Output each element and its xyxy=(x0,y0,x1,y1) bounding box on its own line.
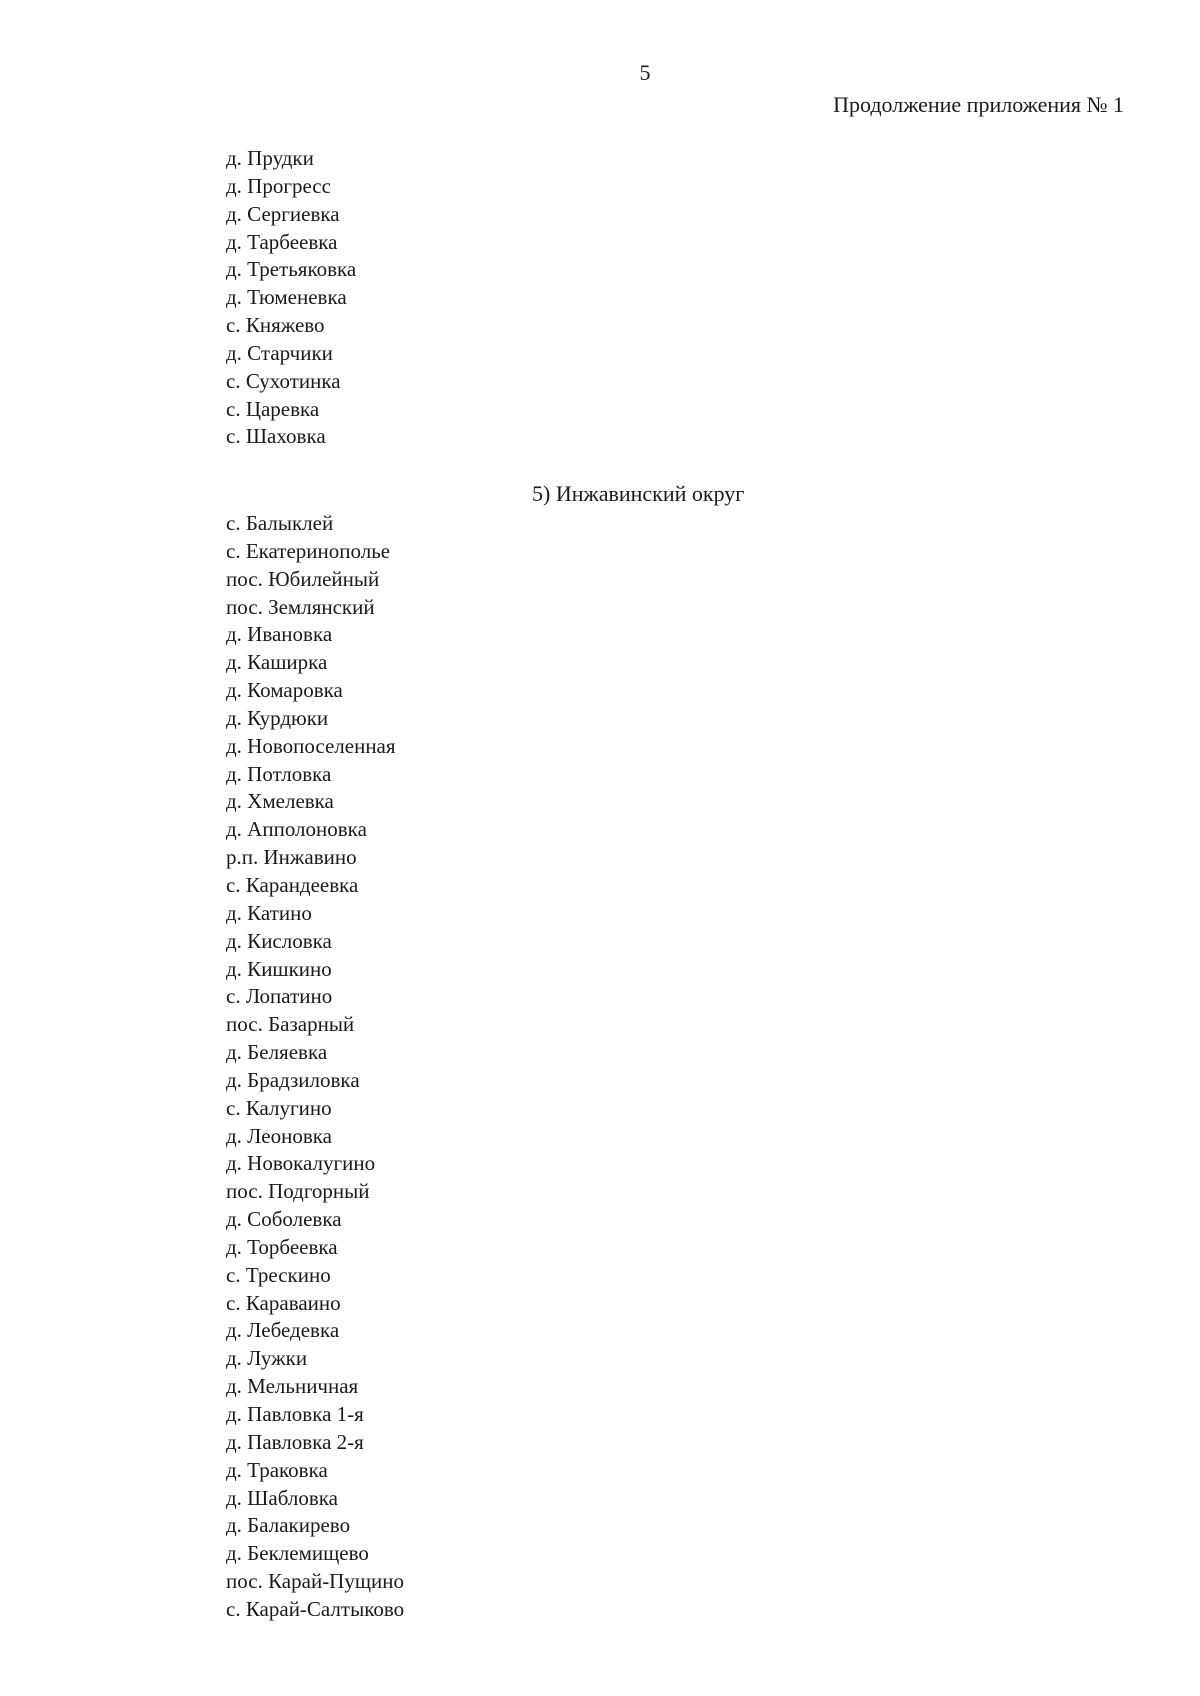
settlement-item: д. Прудки xyxy=(226,146,314,170)
settlement-item: д. Сергиевка xyxy=(226,201,340,226)
settlement-item: д. Брадзиловка xyxy=(226,1067,360,1092)
settlement-item: пос. Базарный xyxy=(226,1012,355,1037)
settlement-item: с. Екатеринополье xyxy=(226,538,391,563)
appendix-note: Продолжение приложения № 1 xyxy=(833,92,1124,117)
settlement-item: д. Тарбеевка xyxy=(226,229,338,254)
settlement-item: с. Калугино xyxy=(226,1095,332,1120)
settlement-item: д. Кисловка xyxy=(226,928,332,953)
settlement-list-inzhavinsky xyxy=(226,510,404,1624)
settlement-item: д. Тюменевка xyxy=(226,285,347,310)
settlement-item: д. Катино xyxy=(226,900,312,925)
settlement-item: с. Княжево xyxy=(226,313,325,338)
settlement-item: д. Прогресс xyxy=(226,173,331,198)
settlement-item: д. Лебедевка xyxy=(226,1318,340,1343)
settlement-item: с. Сухотинка xyxy=(226,368,341,393)
settlement-item: д. Старчики xyxy=(226,340,333,365)
settlement-item: д. Каширка xyxy=(226,650,328,675)
settlement-item: с. Карандеевка xyxy=(226,872,359,897)
settlement-item: д. Павловка 1-я xyxy=(226,1402,364,1426)
settlement-item: пос. Юбилейный xyxy=(226,566,380,591)
settlement-item: д. Новокалугино xyxy=(226,1151,376,1176)
settlement-item: д. Комаровка xyxy=(226,678,343,703)
settlement-item: д. Третьяковка xyxy=(226,257,357,282)
settlement-item: с. Шаховка xyxy=(226,424,326,449)
settlement-item: с. Трескино xyxy=(226,1262,331,1287)
settlement-item: д. Беклемищево xyxy=(226,1541,369,1566)
settlement-item: пос. Землянский xyxy=(226,594,375,619)
settlement-list-top xyxy=(226,145,356,451)
section-heading: 5) Инжавинский округ xyxy=(532,481,745,506)
settlement-item: р.п. Инжавино xyxy=(226,845,357,870)
settlement-item: с. Царевка xyxy=(226,396,320,421)
settlement-item: д. Беляевка xyxy=(226,1040,328,1065)
settlement-item: пос. Карай-Пущино xyxy=(226,1569,404,1594)
settlement-item: д. Лужки xyxy=(226,1346,308,1371)
settlement-item: пос. Подгорный xyxy=(226,1179,370,1204)
settlement-item: д. Шабловка xyxy=(226,1485,338,1510)
settlement-item: д. Ивановка xyxy=(226,622,333,647)
settlement-item: с. Карай-Салтыково xyxy=(226,1596,405,1621)
settlement-item: д. Торбеевка xyxy=(226,1234,338,1259)
settlement-item: д. Соболевка xyxy=(226,1207,342,1232)
settlement-item: д. Апполоновка xyxy=(226,817,367,842)
settlement-item: д. Балакирево xyxy=(226,1513,351,1538)
settlement-item: д. Кишкино xyxy=(226,956,332,981)
settlement-item: д. Новопоселенная xyxy=(226,733,396,758)
settlement-item: д. Траковка xyxy=(226,1457,328,1482)
settlement-item: д. Мельничная xyxy=(226,1374,359,1399)
settlement-item: д. Леоновка xyxy=(226,1123,332,1148)
settlement-item: с. Караваино xyxy=(226,1290,341,1315)
settlement-item: с. Балыклей xyxy=(226,511,334,535)
settlement-item: д. Хмелевка xyxy=(226,789,334,814)
settlement-item: с. Лопатино xyxy=(226,984,333,1009)
settlement-item: д. Курдюки xyxy=(226,705,329,730)
settlement-item: д. Потловка xyxy=(226,761,332,786)
settlement-item: д. Павловка 2-я xyxy=(226,1429,364,1454)
page-number: 5 xyxy=(639,60,651,85)
